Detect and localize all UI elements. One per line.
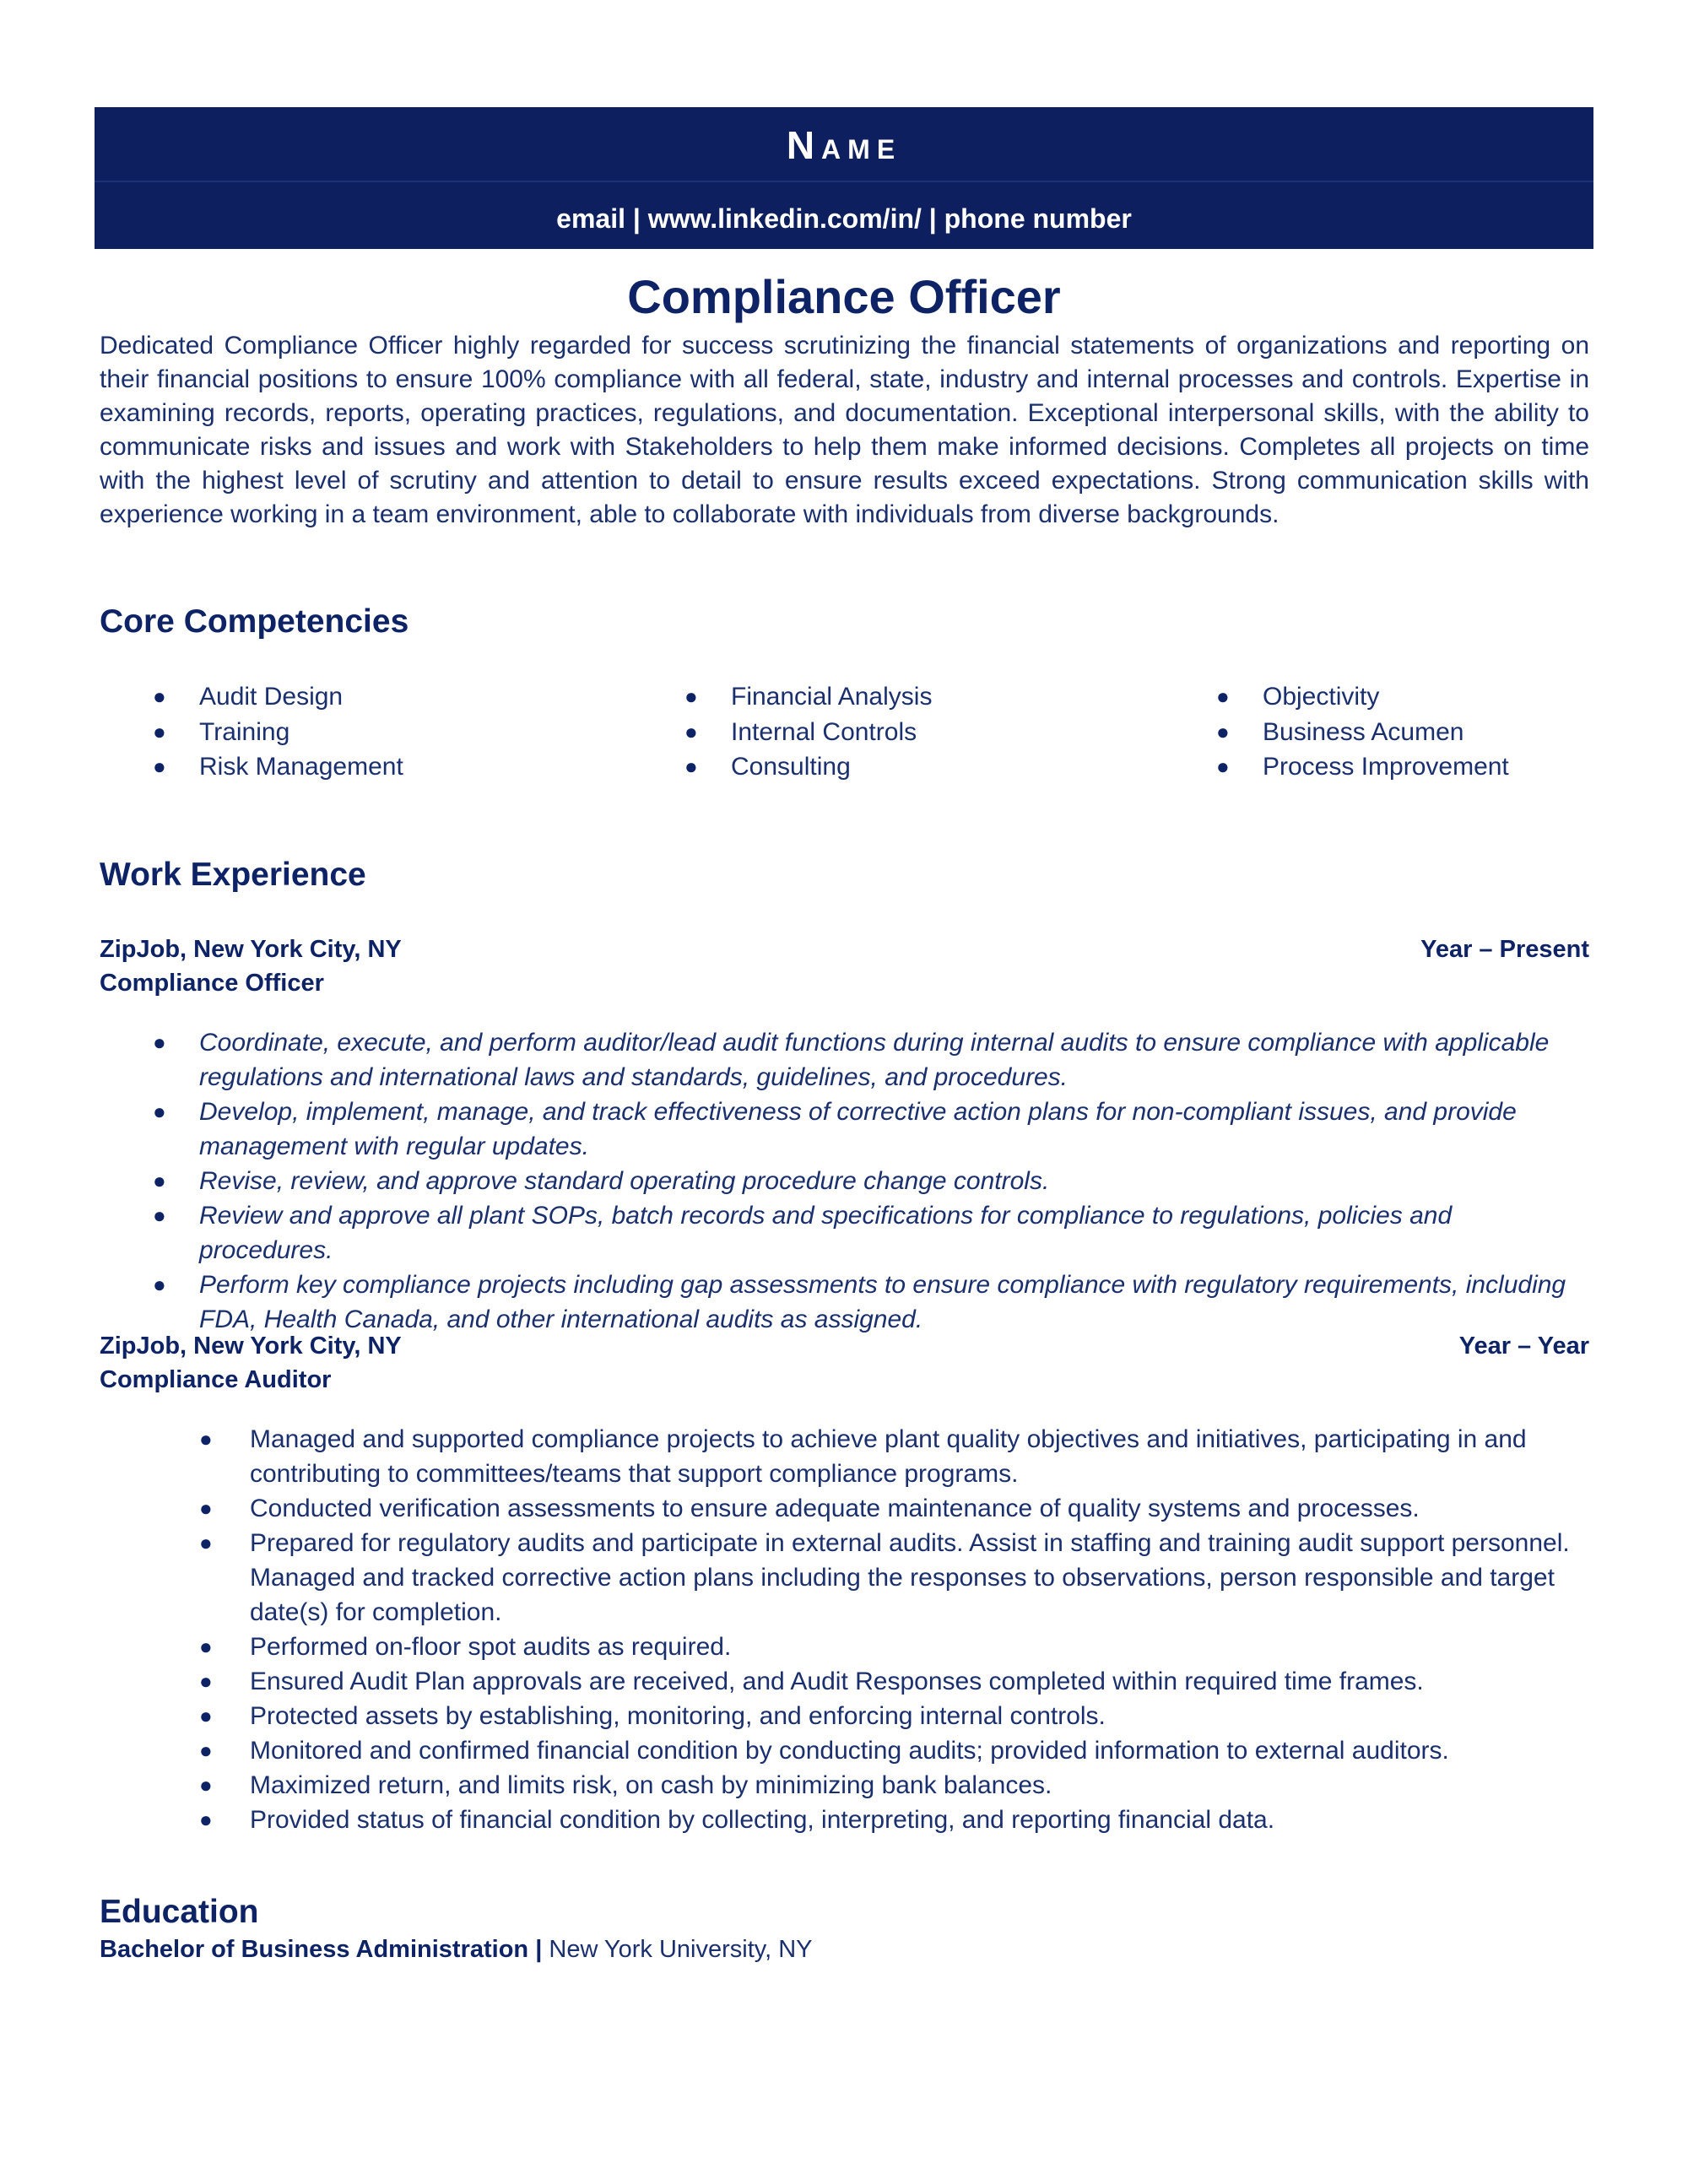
- bullet-icon: ●: [153, 1272, 166, 1297]
- bullet-icon: ●: [199, 1703, 213, 1728]
- responsibility-item: ● Monitored and confirmed financial condition by conducting audits; provided information to external auditors.: [100, 1733, 1589, 1768]
- bullet-icon: ●: [153, 1030, 166, 1055]
- bullet-icon: ●: [199, 1426, 213, 1451]
- responsibility-item: ● Revise, review, and approve standard operating procedure change controls.: [100, 1164, 1589, 1198]
- competency-item: ● Consulting: [631, 749, 1104, 785]
- job-company: ZipJob, New York City, NY: [100, 1333, 402, 1360]
- competencies-column-1: [100, 679, 572, 785]
- job-role: Compliance Officer: [100, 970, 324, 997]
- header-divider: [95, 181, 1593, 182]
- bullet-icon: ●: [684, 684, 698, 709]
- competencies-column-3: [1163, 679, 1636, 785]
- bullet-icon: ●: [199, 1738, 213, 1763]
- job-2-responsibilities: [100, 1422, 1589, 1837]
- competency-item: ● Process Improvement: [1163, 749, 1636, 785]
- bullet-icon: ●: [199, 1772, 213, 1797]
- job-company: ZipJob, New York City, NY: [100, 936, 402, 963]
- job-role: Compliance Auditor: [100, 1366, 332, 1393]
- bullet-icon: ●: [153, 1168, 166, 1193]
- header-band: [95, 107, 1593, 249]
- bullet-icon: ●: [1216, 684, 1230, 709]
- competency-item: ● Training: [100, 715, 572, 750]
- bullet-icon: ●: [199, 1668, 213, 1694]
- responsibility-item: ● Prepared for regulatory audits and participate in external audits. Assist in staffing and training audit support personnel. Managed and tracked corrective action plans including the responses to observations, person responsible and target date(s) for completion.: [100, 1526, 1589, 1630]
- responsibility-item: ● Develop, implement, manage, and track effectiveness of corrective action plans for non-compliant issues, and provide management with regular updates.: [100, 1095, 1589, 1164]
- responsibility-item: ● Perform key compliance projects including gap assessments to ensure compliance with regulatory requirements, including FDA, Health Canada, and other international audits as assigned.: [100, 1268, 1589, 1337]
- job-1-responsibilities: [100, 1025, 1589, 1337]
- bullet-icon: ●: [684, 754, 698, 779]
- competency-item: ● Audit Design: [100, 679, 572, 715]
- bullet-icon: ●: [153, 684, 166, 709]
- bullet-icon: ●: [199, 1807, 213, 1832]
- responsibility-item: ● Review and approve all plant SOPs, batch records and specifications for compliance to regulations, policies and procedures.: [100, 1198, 1589, 1268]
- school: New York University, NY: [549, 1936, 813, 1963]
- degree: Bachelor of Business Administration: [100, 1936, 529, 1963]
- education-heading: Education: [100, 1894, 259, 1930]
- bullet-icon: ●: [199, 1495, 213, 1521]
- bullet-icon: ●: [1216, 718, 1230, 744]
- competency-item: ● Business Acumen: [1163, 715, 1636, 750]
- experience-heading: Work Experience: [100, 857, 366, 893]
- job-dates: Year – Year: [1458, 1333, 1589, 1360]
- bullet-icon: ●: [199, 1530, 213, 1555]
- summary-paragraph: Dedicated Compliance Officer highly regarded for success scrutinizing the financial statements of organizations and reporting on their financial positions to ensure 100% compliance with all federal, state, industry and internal processes and controls. Expertise in examining records, reports, operating practices, regulations, and documentation. Exceptional interpersonal skills, with the ability to communicate risks and issues and work with Stakeholders to help them make informed decisions. Completes all projects on time with the highest level of scrutiny and attention to detail to ensure results exceed expectations. Strong communication skills with experience working in a team environment, able to collaborate with individuals from diverse backgrounds.: [100, 332, 1589, 528]
- competency-item: ● Objectivity: [1163, 679, 1636, 715]
- candidate-name: Name: [786, 123, 902, 167]
- responsibility-item: ● Managed and supported compliance projects to achieve plant quality objectives and initiatives, participating in and contributing to committees/teams that support compliance programs.: [100, 1422, 1589, 1491]
- competency-item: ● Risk Management: [100, 749, 572, 785]
- contact-line: email | www.linkedin.com/in/ | phone number: [556, 203, 1132, 234]
- job-header: [100, 1329, 1589, 1363]
- responsibility-item: ● Ensured Audit Plan approvals are received, and Audit Responses completed within required time frames.: [100, 1664, 1589, 1699]
- education-separator: |: [535, 1936, 543, 1963]
- responsibility-item: ● Maximized return, and limits risk, on cash by minimizing bank balances.: [100, 1768, 1589, 1803]
- competency-item: ● Financial Analysis: [631, 679, 1104, 715]
- bullet-icon: ●: [153, 718, 166, 744]
- responsibility-item: ● Conducted verification assessments to ensure adequate maintenance of quality systems and processes.: [100, 1491, 1589, 1526]
- competencies-column-2: [631, 679, 1104, 785]
- bullet-icon: ●: [1216, 754, 1230, 779]
- resume-title: Compliance Officer: [627, 270, 1061, 323]
- responsibility-item: ● Coordinate, execute, and perform auditor/lead audit functions during internal audits to ensure compliance with applicable regulations and international laws and standards, guidelines, and procedures.: [100, 1025, 1589, 1095]
- bullet-icon: ●: [153, 1099, 166, 1124]
- bullet-icon: ●: [684, 718, 698, 744]
- bullet-icon: ●: [153, 754, 166, 779]
- responsibility-item: ● Performed on-floor spot audits as required.: [100, 1630, 1589, 1664]
- responsibility-item: ● Provided status of financial condition by collecting, interpreting, and reporting financial data.: [100, 1803, 1589, 1837]
- bullet-icon: ●: [199, 1634, 213, 1659]
- competency-item: ● Internal Controls: [631, 715, 1104, 750]
- job-header: [100, 933, 1589, 966]
- bullet-icon: ●: [153, 1203, 166, 1228]
- job-dates: Year – Present: [1420, 936, 1589, 963]
- responsibility-item: ● Protected assets by establishing, monitoring, and enforcing internal controls.: [100, 1699, 1589, 1733]
- education-line: [100, 1933, 813, 1966]
- competencies-heading: Core Competencies: [100, 603, 409, 640]
